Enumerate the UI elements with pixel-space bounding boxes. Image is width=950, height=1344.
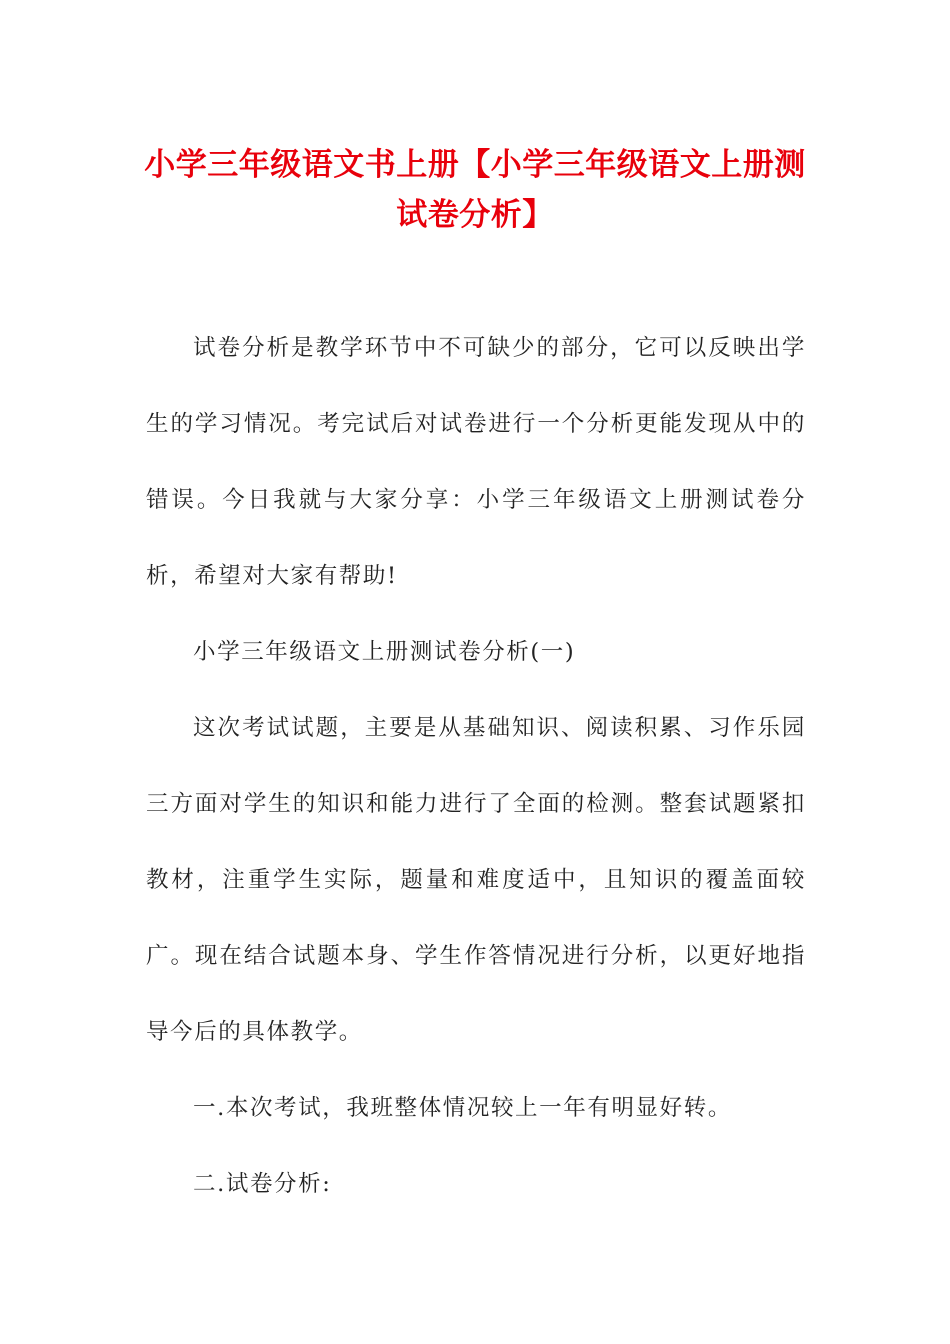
paragraph-section-heading: 小学三年级语文上册测试卷分析(一) [193, 639, 576, 665]
paragraph-point-one: 一.本次考试，我班整体情况较上一年有明显好转。 [193, 1095, 732, 1121]
document-body [146, 310, 806, 1222]
document-title: 小学三年级语文书上册【小学三年级语文上册测试卷分析】 [144, 147, 806, 233]
paragraph-intro: 试卷分析是教学环节中不可缺少的部分，它可以反映出学生的学习情况。考完试后对试卷进行一个分析更能发现从中的错误。今日我就与大家分享：小学三年级语文上册测试卷分析，希望对大家有帮助! [146, 335, 806, 589]
paragraph-point-two: 二.试卷分析: [193, 1171, 332, 1197]
paragraph-exam-overview: 这次考试试题，主要是从基础知识、阅读积累、习作乐园三方面对学生的知识和能力进行了全面的检测。整套试题紧扣教材，注重学生实际，题量和难度适中，且知识的覆盖面较广。现在结合试题本身、学生作答情况进行分析，以更好地指导今后的具体教学。 [146, 715, 806, 1045]
